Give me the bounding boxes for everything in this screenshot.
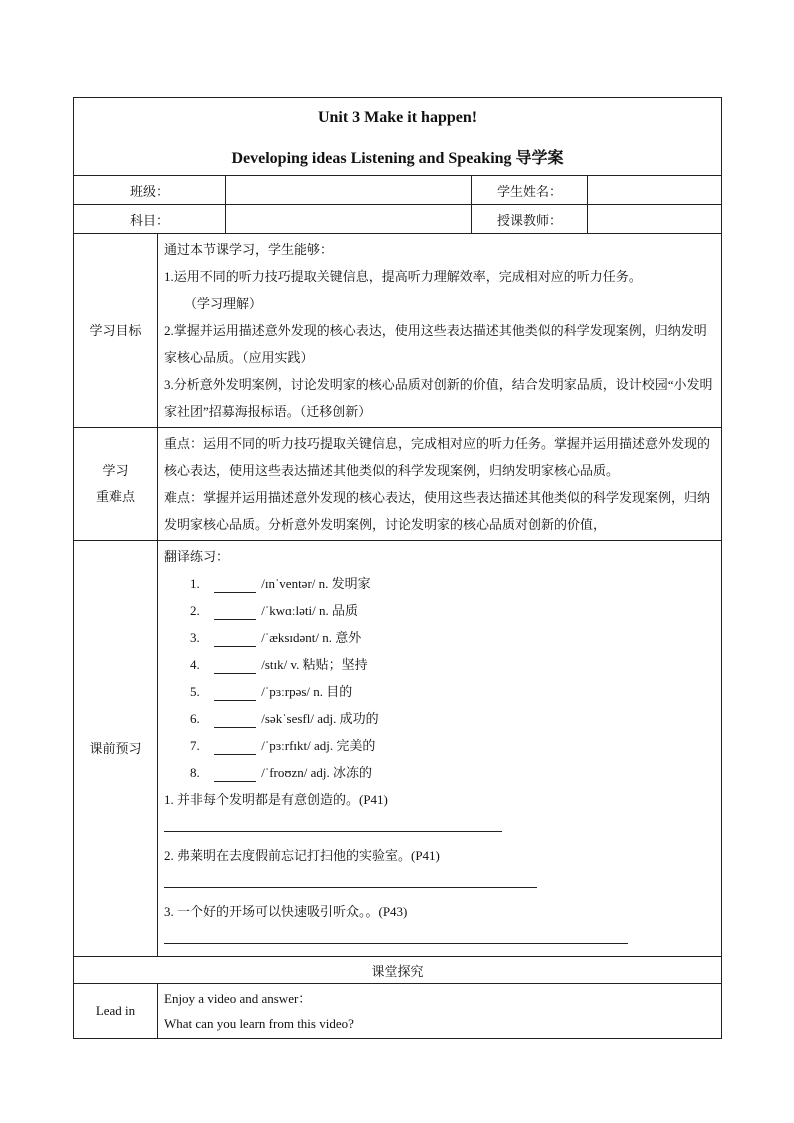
- title-cell: [74, 98, 722, 176]
- classroom-row: [74, 957, 722, 984]
- teacher-label: 授课教师：: [472, 205, 588, 234]
- objectives-row: [74, 234, 722, 428]
- student-name-label: 学生姓名：: [472, 176, 588, 205]
- vocab-item: [190, 705, 715, 732]
- key-points-content: [158, 428, 722, 541]
- vocab-text: /ˈpɜːrfɪkt/ adj. 完美的: [261, 738, 376, 753]
- vocab-blank[interactable]: [214, 686, 256, 701]
- answer-line-1[interactable]: [164, 817, 502, 832]
- lead-in-line2: What can you learn from this video?: [164, 1016, 354, 1031]
- vocab-blank[interactable]: [214, 713, 256, 728]
- vocab-text: /stɪk/ v. 粘贴；坚持: [261, 657, 368, 672]
- objectives-label: 学习目标: [74, 234, 158, 428]
- vocab-item: [190, 597, 715, 624]
- student-name-field[interactable]: [588, 176, 722, 205]
- vocab-item: [190, 678, 715, 705]
- answer-line-3[interactable]: [164, 929, 628, 944]
- vocab-item: [190, 759, 715, 786]
- vocab-text: /ˈæksɪdənt/ n. 意外: [261, 630, 362, 645]
- objective-1: 1.运用不同的听力技巧提取关键信息，提高听力理解效率，完成相对应的听力任务。: [164, 269, 642, 284]
- key-difficulty: 难点：掌握并运用描述意外发现的核心表达，使用这些表达描述其他类似的科学发现案例，归纳发明家核心品质。分析意外发明案例，讨论发明家的核心品质对创新的价值，: [164, 490, 711, 532]
- vocab-item: [190, 570, 715, 597]
- key-points-label-line2: 重难点: [95, 489, 135, 504]
- preview-content: [158, 541, 722, 957]
- key-points-label-line1: 学习: [102, 463, 129, 478]
- key-focus: 重点：运用不同的听力技巧提取关键信息，完成相对应的听力任务。掌握并运用描述意外发现的核心表达，使用这些表达描述其他类似的科学发现案例，归纳发明家核心品质。: [164, 436, 711, 478]
- vocab-blank[interactable]: [214, 767, 256, 782]
- vocab-num: 5.: [190, 684, 200, 699]
- class-label: 班级：: [74, 176, 226, 205]
- vocab-blank[interactable]: [214, 605, 256, 620]
- preview-row: [74, 541, 722, 957]
- vocab-text: /ˈfroʊzn/ adj. 冰冻的: [261, 765, 372, 780]
- info-row-2: [74, 205, 722, 234]
- vocab-item: [190, 732, 715, 759]
- title-line1: Unit 3 Make it happen!: [317, 109, 478, 126]
- vocab-blank[interactable]: [214, 578, 256, 593]
- classroom-heading: 课堂探究: [74, 957, 722, 984]
- vocab-num: 1.: [190, 576, 200, 591]
- vocab-blank[interactable]: [214, 740, 256, 755]
- vocab-num: 4.: [190, 657, 200, 672]
- key-points-label: [74, 428, 158, 541]
- translation-sentence-3: 3. 一个好的开场可以快速吸引听众。。(P43): [164, 904, 408, 919]
- teacher-field[interactable]: [588, 205, 722, 234]
- vocab-blank[interactable]: [214, 632, 256, 647]
- class-field[interactable]: [226, 176, 472, 205]
- translation-sentence-1: 1. 并非每个发明都是有意创造的。(P41): [164, 792, 388, 807]
- subject-field[interactable]: [226, 205, 472, 234]
- objective-1-tag: （学习理解）: [184, 296, 263, 311]
- title-line2: Developing ideas Listening and Speaking 导学案: [231, 150, 564, 167]
- objective-3: 3.分析意外发明案例，讨论发明家的核心品质对创新的价值，结合发明家品质，设计校园“小发明家社团”招募海报标语。（迁移创新）: [164, 377, 713, 419]
- vocab-text: /ɪnˈventər/ n. 发明家: [261, 576, 371, 591]
- vocab-text: /ˈpɜːrpəs/ n. 目的: [261, 684, 353, 699]
- key-points-row: [74, 428, 722, 541]
- lead-in-line1: Enjoy a video and answer：: [164, 991, 312, 1006]
- objectives-content: [158, 234, 722, 428]
- vocab-num: 2.: [190, 603, 200, 618]
- vocab-item: [190, 651, 715, 678]
- translation-sentence-2: 2. 弗莱明在去度假前忘记打扫他的实验室。(P41): [164, 848, 440, 863]
- preview-label: 课前预习: [74, 541, 158, 957]
- lead-in-row: [74, 984, 722, 1039]
- worksheet-table: [73, 97, 722, 1039]
- vocab-text: /səkˈsesfl/ adj. 成功的: [261, 711, 379, 726]
- vocab-num: 8.: [190, 765, 200, 780]
- vocab-blank[interactable]: [214, 659, 256, 674]
- info-row-1: [74, 176, 722, 205]
- vocab-item: [190, 624, 715, 651]
- preview-heading: 翻译练习：: [164, 549, 230, 564]
- answer-line-2[interactable]: [164, 873, 537, 888]
- worksheet: [73, 97, 721, 1039]
- subject-label: 科目：: [74, 205, 226, 234]
- objective-2: 2.掌握并运用描述意外发现的核心表达，使用这些表达描述其他类似的科学发现案例，归纳发明家核心品质。（应用实践）: [164, 323, 707, 365]
- vocab-text: /ˈkwɑːləti/ n. 品质: [261, 603, 358, 618]
- vocab-list: [164, 570, 715, 786]
- vocab-num: 3.: [190, 630, 200, 645]
- lead-in-label: Lead in: [74, 984, 158, 1039]
- title-row: [74, 98, 722, 176]
- vocab-num: 7.: [190, 738, 200, 753]
- objectives-intro: 通过本节课学习，学生能够：: [164, 242, 334, 257]
- vocab-num: 6.: [190, 711, 200, 726]
- lead-in-content: [158, 984, 722, 1039]
